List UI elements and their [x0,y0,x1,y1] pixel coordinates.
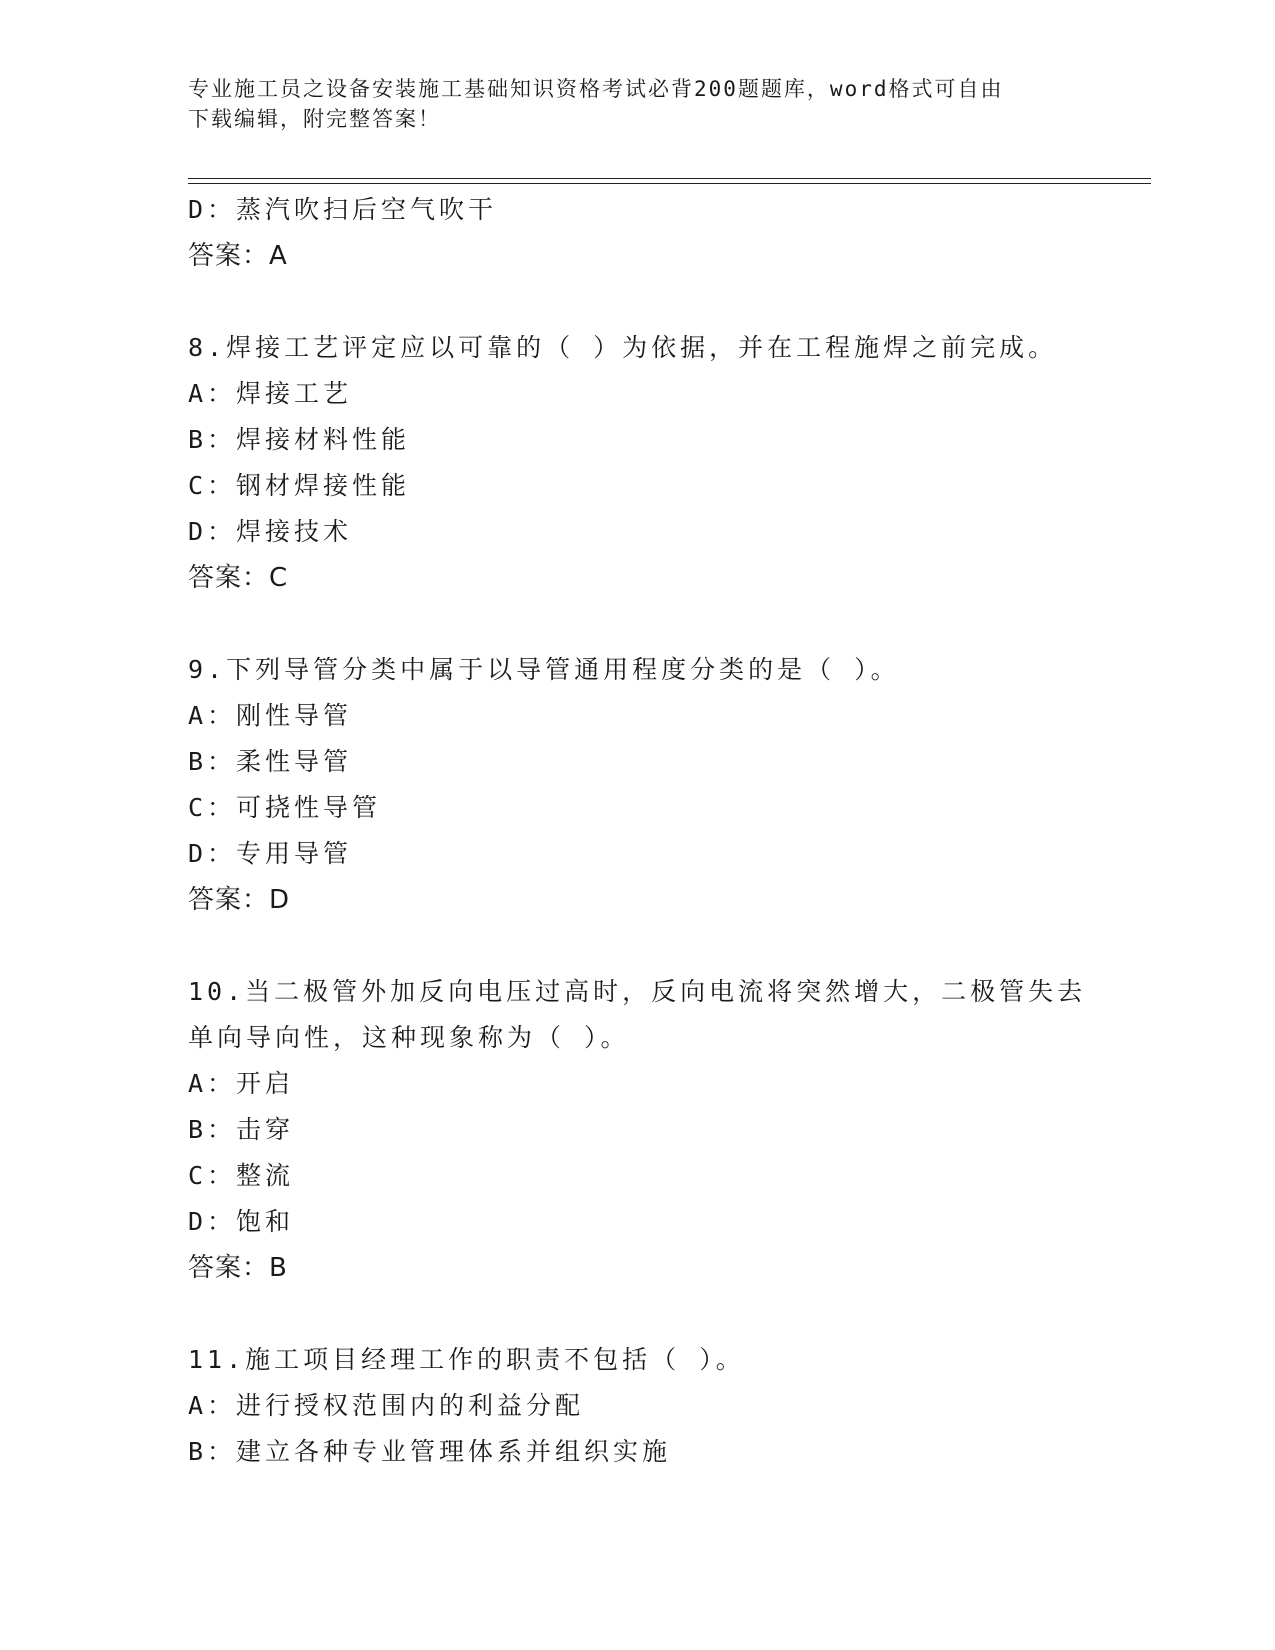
question-11 [188,1337,1088,1475]
question-stem-line-1: 10.当二极管外加反向电压过高时，反向电流将突然增大，二极管失去 [188,977,1087,1006]
header-divider-top [188,178,1151,179]
question-stem: 8.焊接工艺评定应以可靠的（ ）为依据，并在工程施焊之前完成。 [188,333,1058,362]
answer-line: 答案：A [188,241,288,271]
question-9 [188,647,1088,923]
document-header [188,74,1088,134]
option-b: B：击穿 [188,1115,295,1144]
header-divider-bottom [188,183,1151,184]
spacer [188,279,1088,325]
option-a: A：刚性导管 [188,701,353,730]
option-c: C：整流 [188,1161,295,1190]
answer-line: 答案：C [188,563,289,593]
answer-line: 答案：B [188,1253,288,1283]
option-b: B：焊接材料性能 [188,425,411,454]
question-10 [188,969,1088,1291]
spacer [188,1291,1088,1337]
option-a: A：进行授权范围内的利益分配 [188,1391,585,1420]
question-stem: 9.下列导管分类中属于以导管通用程度分类的是（ ）。 [188,655,900,684]
option-d: D：焊接技术 [188,517,353,546]
option-c: C：钢材焊接性能 [188,471,411,500]
document-body [188,187,1088,1475]
option-a: A：开启 [188,1069,295,1098]
question-8 [188,325,1088,601]
option-d: D：饱和 [188,1207,295,1236]
spacer [188,601,1088,647]
header-line-1: 专业施工员之设备安装施工基础知识资格考试必背200题题库，word格式可自由 [188,77,1004,101]
option-c: C：可挠性导管 [188,793,382,822]
spacer [188,923,1088,969]
option-b: B：建立各种专业管理体系并组织实施 [188,1437,672,1466]
answer-line: 答案：D [188,885,291,915]
option-d: D：专用导管 [188,839,353,868]
header-line-2: 下载编辑，附完整答案！ [188,107,441,131]
option-b: B：柔性导管 [188,747,353,776]
question-stem-line-2: 单向导向性，这种现象称为（ ）。 [188,1023,630,1052]
question-stem: 11.施工项目经理工作的职责不包括（ ）。 [188,1345,745,1374]
option-d: D：蒸汽吹扫后空气吹干 [188,195,498,224]
option-a: A：焊接工艺 [188,379,353,408]
